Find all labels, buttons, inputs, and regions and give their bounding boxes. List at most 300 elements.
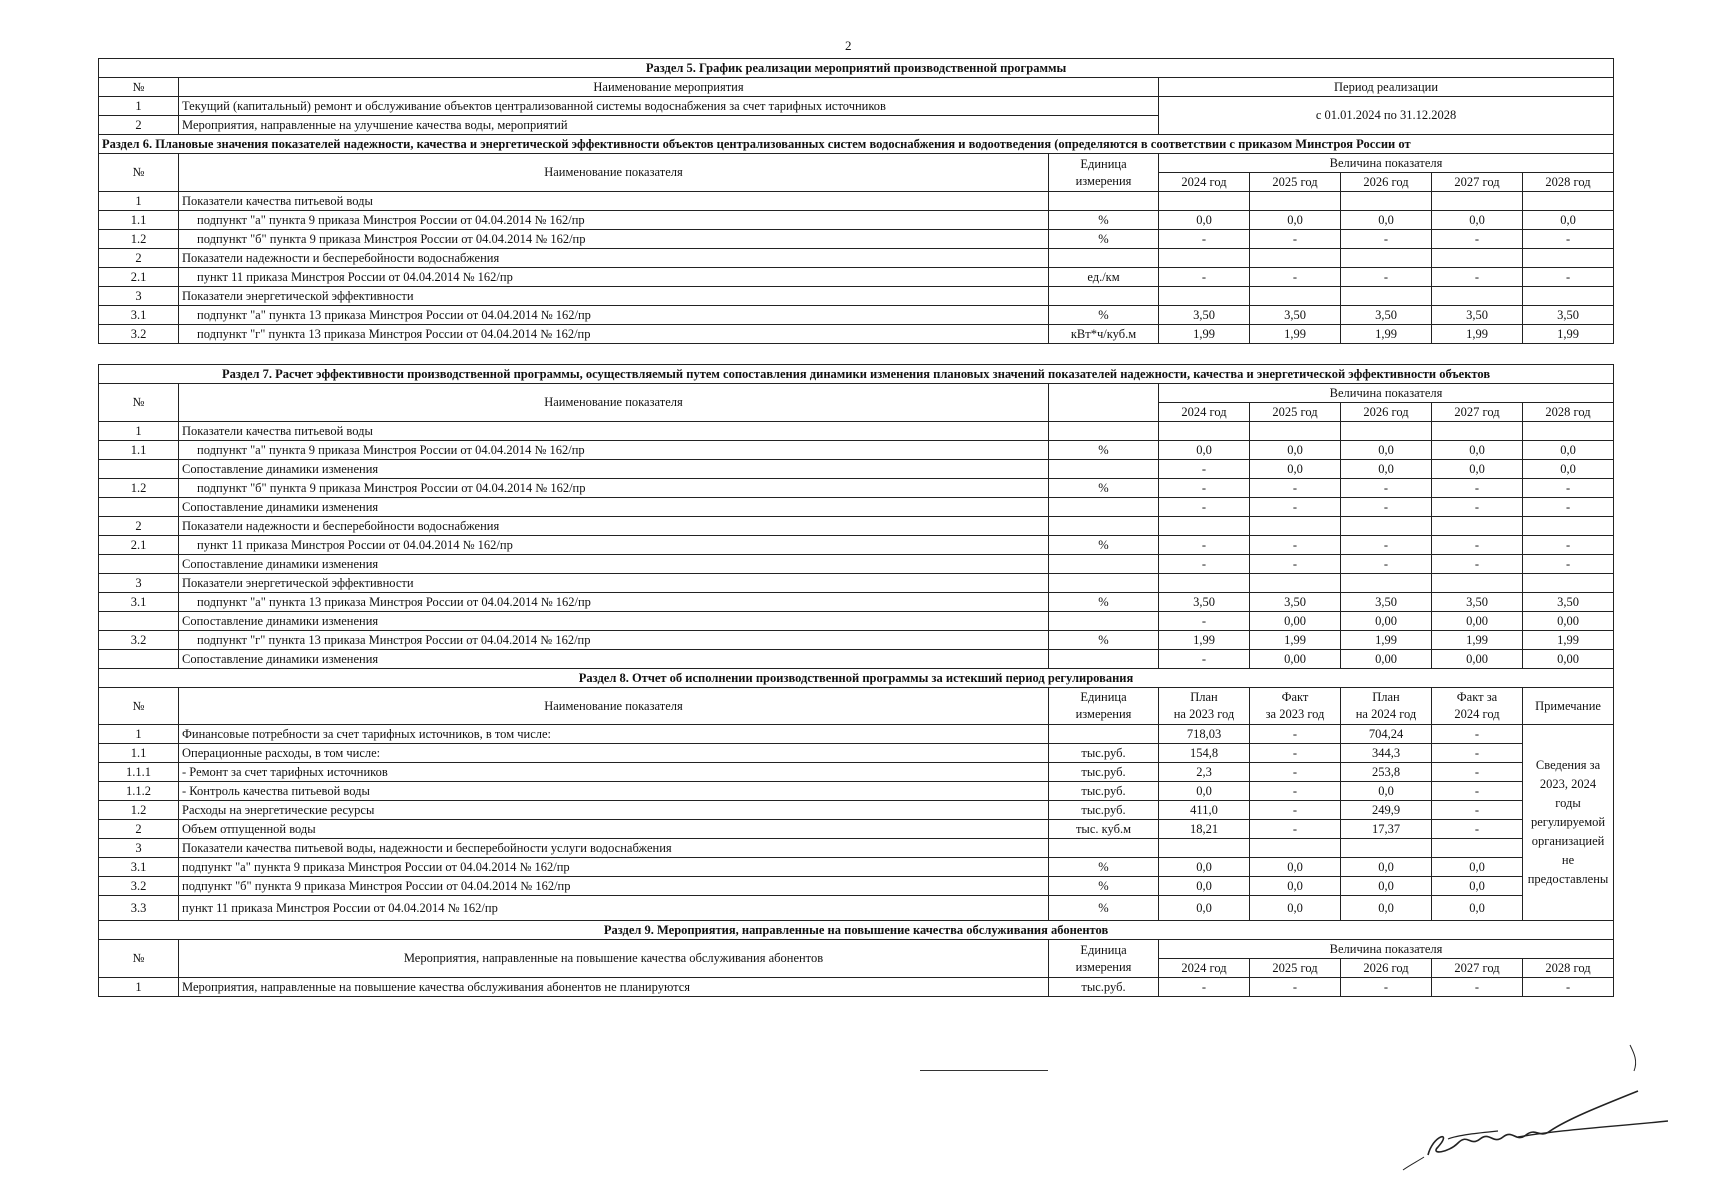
row-unit bbox=[1049, 249, 1159, 268]
row-value: - bbox=[1250, 978, 1341, 997]
row-value: - bbox=[1432, 763, 1523, 782]
row-number: 1.1.1 bbox=[99, 763, 179, 782]
row-value: - bbox=[1341, 479, 1432, 498]
row-name: Объем отпущенной воды bbox=[179, 820, 1049, 839]
row-value bbox=[1341, 287, 1432, 306]
year-header: 2025 год bbox=[1250, 959, 1341, 978]
year-header: 2025 год bbox=[1250, 403, 1341, 422]
row-unit bbox=[1049, 725, 1159, 744]
row-value: - bbox=[1523, 536, 1614, 555]
row-value: 0,0 bbox=[1159, 896, 1250, 921]
year-header: 2024 год bbox=[1159, 173, 1250, 192]
row-unit: % bbox=[1049, 441, 1159, 460]
row-value: 3,50 bbox=[1341, 593, 1432, 612]
program-table bbox=[98, 58, 1614, 997]
row-unit: % bbox=[1049, 858, 1159, 877]
table-row bbox=[99, 211, 1614, 230]
row-value: 0,0 bbox=[1523, 441, 1614, 460]
row-value: 718,03 bbox=[1159, 725, 1250, 744]
row-value: - bbox=[1250, 536, 1341, 555]
row-value: 0,0 bbox=[1341, 858, 1432, 877]
row-value: - bbox=[1432, 801, 1523, 820]
col-no-header: № bbox=[99, 384, 179, 422]
row-value: 0,0 bbox=[1159, 441, 1250, 460]
row-value bbox=[1341, 249, 1432, 268]
row-value: 1,99 bbox=[1341, 325, 1432, 344]
row-value bbox=[1432, 422, 1523, 441]
year-header: 2026 год bbox=[1341, 173, 1432, 192]
col-name-header: Наименование показателя bbox=[179, 688, 1049, 725]
row-value: 0,0 bbox=[1159, 782, 1250, 801]
row-value: 0,0 bbox=[1159, 858, 1250, 877]
row-value: 3,50 bbox=[1432, 306, 1523, 325]
section5-header-row bbox=[99, 78, 1614, 97]
table-row bbox=[99, 441, 1614, 460]
row-unit: кВт*ч/куб.м bbox=[1049, 325, 1159, 344]
row-value: - bbox=[1523, 498, 1614, 517]
row-value: - bbox=[1432, 498, 1523, 517]
row-number bbox=[99, 555, 179, 574]
note-line: предоставлены bbox=[1527, 872, 1609, 886]
table-row bbox=[99, 325, 1614, 344]
row-value: 0,0 bbox=[1250, 877, 1341, 896]
row-value: 0,0 bbox=[1159, 211, 1250, 230]
row-value: 3,50 bbox=[1250, 593, 1341, 612]
row-unit: % bbox=[1049, 306, 1159, 325]
row-value bbox=[1523, 517, 1614, 536]
row-value: - bbox=[1250, 498, 1341, 517]
year-header: 2028 год bbox=[1523, 173, 1614, 192]
table-row bbox=[99, 978, 1614, 997]
row-name: Показатели энергетической эффективности bbox=[179, 287, 1049, 306]
row-unit: % bbox=[1049, 211, 1159, 230]
row-value bbox=[1341, 517, 1432, 536]
row-number: 1 bbox=[99, 725, 179, 744]
table-row bbox=[99, 820, 1614, 839]
row-name: подпункт "а" пункта 13 приказа Минстроя России от 04.04.2014 № 162/пр bbox=[179, 593, 1049, 612]
row-value bbox=[1159, 192, 1250, 211]
table-row bbox=[99, 612, 1614, 631]
row-name: подпункт "а" пункта 13 приказа Минстроя России от 04.04.2014 № 162/пр bbox=[179, 306, 1049, 325]
row-value: 17,37 bbox=[1341, 820, 1432, 839]
row-value: - bbox=[1523, 555, 1614, 574]
row-value: 1,99 bbox=[1432, 631, 1523, 650]
row-unit bbox=[1049, 422, 1159, 441]
row-unit: % bbox=[1049, 631, 1159, 650]
table-row bbox=[99, 650, 1614, 669]
row-value: 1,99 bbox=[1250, 325, 1341, 344]
spacer-row bbox=[99, 344, 1614, 365]
header-line: измерения bbox=[1075, 707, 1132, 721]
row-number: 1.2 bbox=[99, 230, 179, 249]
row-unit: тыс. куб.м bbox=[1049, 820, 1159, 839]
row-unit: % bbox=[1049, 536, 1159, 555]
row-name: подпункт "б" пункта 9 приказа Минстроя России от 04.04.2014 № 162/пр bbox=[179, 877, 1049, 896]
row-value bbox=[1341, 839, 1432, 858]
signature-image bbox=[1398, 1035, 1668, 1175]
table-row bbox=[99, 782, 1614, 801]
row-name: подпункт "а" пункта 9 приказа Минстроя России от 04.04.2014 № 162/пр bbox=[179, 858, 1049, 877]
year-header: 2024 год bbox=[1159, 403, 1250, 422]
section8-title: Раздел 8. Отчет об исполнении производственной программы за истекший период регулирования bbox=[99, 669, 1614, 688]
document-body bbox=[98, 58, 1613, 997]
row-name: подпункт "б" пункта 9 приказа Минстроя России от 04.04.2014 № 162/пр bbox=[179, 230, 1049, 249]
row-value: - bbox=[1523, 268, 1614, 287]
row-value: - bbox=[1341, 230, 1432, 249]
row-value bbox=[1250, 517, 1341, 536]
row-unit: тыс.руб. bbox=[1049, 782, 1159, 801]
year-header: 2028 год bbox=[1523, 959, 1614, 978]
row-value: 3,50 bbox=[1341, 306, 1432, 325]
header-line: Единица bbox=[1080, 156, 1127, 171]
row-unit: % bbox=[1049, 896, 1159, 921]
row-value: - bbox=[1341, 536, 1432, 555]
row-value: 0,0 bbox=[1432, 896, 1523, 921]
col-no-header: № bbox=[99, 940, 179, 978]
row-number: 1 bbox=[99, 978, 179, 997]
table-row bbox=[99, 498, 1614, 517]
row-number bbox=[99, 612, 179, 631]
row-value: - bbox=[1432, 725, 1523, 744]
row-name: Сопоставление динамики изменения bbox=[179, 650, 1049, 669]
header-line: измерения bbox=[1075, 173, 1132, 188]
row-value bbox=[1432, 574, 1523, 593]
row-name: Показатели качества питьевой воды bbox=[179, 422, 1049, 441]
row-value: 0,00 bbox=[1250, 612, 1341, 631]
row-number: 3.2 bbox=[99, 877, 179, 896]
row-name: Сопоставление динамики изменения bbox=[179, 460, 1049, 479]
col-unit-header bbox=[1049, 940, 1159, 978]
row-name: Мероприятия, направленные на повышение качества обслуживания абонентов не планируются bbox=[179, 978, 1049, 997]
row-number: 3.2 bbox=[99, 325, 179, 344]
row-number: 1 bbox=[99, 192, 179, 211]
row-value bbox=[1250, 574, 1341, 593]
row-value: - bbox=[1341, 498, 1432, 517]
row-number: 2.1 bbox=[99, 536, 179, 555]
row-unit bbox=[1049, 287, 1159, 306]
period-header bbox=[1432, 688, 1523, 725]
header-line: измерения bbox=[1075, 959, 1132, 974]
row-unit bbox=[1049, 839, 1159, 858]
note-line: Сведения за bbox=[1535, 758, 1601, 772]
section5-title-row bbox=[99, 59, 1614, 78]
header-line: Единица bbox=[1080, 942, 1127, 957]
row-value bbox=[1432, 287, 1523, 306]
col-period-header: Период реализации bbox=[1159, 78, 1614, 97]
row-value: 0,0 bbox=[1341, 877, 1432, 896]
row-name: Показатели надежности и бесперебойности водоснабжения bbox=[179, 249, 1049, 268]
header-line: План bbox=[1190, 690, 1218, 704]
row-value: 0,00 bbox=[1432, 612, 1523, 631]
row-value: - bbox=[1159, 650, 1250, 669]
row-value: - bbox=[1250, 801, 1341, 820]
table-row bbox=[99, 858, 1614, 877]
row-value: 1,99 bbox=[1341, 631, 1432, 650]
header-line: на 2024 год bbox=[1355, 707, 1417, 721]
row-unit: % bbox=[1049, 593, 1159, 612]
row-unit bbox=[1049, 555, 1159, 574]
row-value bbox=[1523, 574, 1614, 593]
row-number: 3 bbox=[99, 574, 179, 593]
table-row bbox=[99, 877, 1614, 896]
row-value: 1,99 bbox=[1159, 325, 1250, 344]
table-row bbox=[99, 306, 1614, 325]
row-unit bbox=[1049, 192, 1159, 211]
row-value: 249,9 bbox=[1341, 801, 1432, 820]
row-value: 2,3 bbox=[1159, 763, 1250, 782]
row-value: 1,99 bbox=[1523, 631, 1614, 650]
row-name: - Контроль качества питьевой воды bbox=[179, 782, 1049, 801]
row-value bbox=[1432, 517, 1523, 536]
row-value: 0,0 bbox=[1432, 877, 1523, 896]
row-value: 1,99 bbox=[1523, 325, 1614, 344]
col-name-header: Наименование мероприятия bbox=[179, 78, 1159, 97]
row-unit bbox=[1049, 498, 1159, 517]
table-row bbox=[99, 536, 1614, 555]
row-value: 3,50 bbox=[1523, 306, 1614, 325]
col-name-header: Наименование показателя bbox=[179, 384, 1049, 422]
year-header: 2025 год bbox=[1250, 173, 1341, 192]
row-value: 704,24 bbox=[1341, 725, 1432, 744]
row-value bbox=[1341, 192, 1432, 211]
note-cell bbox=[1523, 725, 1614, 921]
row-name: Показатели энергетической эффективности bbox=[179, 574, 1049, 593]
row-value: - bbox=[1432, 268, 1523, 287]
table-row bbox=[99, 422, 1614, 441]
row-value: 0,00 bbox=[1523, 650, 1614, 669]
row-value: 0,0 bbox=[1159, 877, 1250, 896]
section9-header-row bbox=[99, 940, 1614, 959]
row-name: подпункт "б" пункта 9 приказа Минстроя России от 04.04.2014 № 162/пр bbox=[179, 479, 1049, 498]
row-unit bbox=[1049, 650, 1159, 669]
table-row bbox=[99, 631, 1614, 650]
row-number: 1.1 bbox=[99, 211, 179, 230]
row-value: 3,50 bbox=[1523, 593, 1614, 612]
table-row bbox=[99, 574, 1614, 593]
row-value: - bbox=[1432, 744, 1523, 763]
row-value bbox=[1159, 287, 1250, 306]
row-name: - Ремонт за счет тарифных источников bbox=[179, 763, 1049, 782]
table-row bbox=[99, 268, 1614, 287]
row-number: 3 bbox=[99, 287, 179, 306]
section6-title-row bbox=[99, 135, 1614, 154]
section7-title-row bbox=[99, 365, 1614, 384]
row-value: - bbox=[1250, 230, 1341, 249]
row-number: 1.2 bbox=[99, 479, 179, 498]
row-number: 2 bbox=[99, 820, 179, 839]
col-value-header: Величина показателя bbox=[1159, 384, 1614, 403]
row-value: 3,50 bbox=[1432, 593, 1523, 612]
row-value bbox=[1159, 839, 1250, 858]
col-note-header: Примечание bbox=[1523, 688, 1614, 725]
row-number: 2 bbox=[99, 249, 179, 268]
row-name: Показатели качества питьевой воды, надежности и бесперебойности услуги водоснабжения bbox=[179, 839, 1049, 858]
row-value bbox=[1523, 287, 1614, 306]
col-unit-header bbox=[1049, 384, 1159, 422]
row-unit bbox=[1049, 517, 1159, 536]
note-line: организацией bbox=[1531, 834, 1605, 848]
row-name: Сопоставление динамики изменения bbox=[179, 555, 1049, 574]
row-value: - bbox=[1432, 230, 1523, 249]
year-header: 2027 год bbox=[1432, 173, 1523, 192]
row-number: 2.1 bbox=[99, 268, 179, 287]
row-value: 0,00 bbox=[1523, 612, 1614, 631]
col-name-header: Наименование показателя bbox=[179, 154, 1049, 192]
row-value bbox=[1250, 249, 1341, 268]
row-value: 1,99 bbox=[1432, 325, 1523, 344]
col-no-header: № bbox=[99, 154, 179, 192]
row-value: 0,0 bbox=[1523, 211, 1614, 230]
row-value bbox=[1159, 574, 1250, 593]
table-row bbox=[99, 555, 1614, 574]
header-line: за 2023 год bbox=[1265, 707, 1325, 721]
row-value: 0,0 bbox=[1341, 896, 1432, 921]
section6-title: Раздел 6. Плановые значения показателей надежности, качества и энергетической эффективности объектов централизованных систем водоснабжения и водоотведения (определяются в соответствии с приказом Минстроя России от bbox=[99, 135, 1614, 154]
row-value: - bbox=[1432, 555, 1523, 574]
row-value: - bbox=[1159, 479, 1250, 498]
row-value: 1,99 bbox=[1250, 631, 1341, 650]
row-value: 0,0 bbox=[1250, 896, 1341, 921]
row-value: - bbox=[1250, 744, 1341, 763]
row-value: - bbox=[1432, 978, 1523, 997]
row-value: 0,00 bbox=[1250, 650, 1341, 669]
row-value: 0,0 bbox=[1523, 460, 1614, 479]
spacer-cell bbox=[99, 344, 1614, 365]
row-unit bbox=[1049, 612, 1159, 631]
row-value bbox=[1432, 192, 1523, 211]
row-number: 1.2 bbox=[99, 801, 179, 820]
table-row bbox=[99, 763, 1614, 782]
row-value: 0,0 bbox=[1341, 460, 1432, 479]
header-line: 2024 год bbox=[1454, 707, 1500, 721]
col-unit-header bbox=[1049, 154, 1159, 192]
row-value: 411,0 bbox=[1159, 801, 1250, 820]
section8-header-row bbox=[99, 688, 1614, 725]
row-unit bbox=[1049, 574, 1159, 593]
period-value: с 01.01.2024 по 31.12.2028 bbox=[1159, 97, 1614, 135]
header-line: Факт за bbox=[1456, 690, 1498, 704]
row-name: Операционные расходы, в том числе: bbox=[179, 744, 1049, 763]
row-number: 3.1 bbox=[99, 858, 179, 877]
row-value: 0,0 bbox=[1341, 782, 1432, 801]
row-value: 3,50 bbox=[1159, 593, 1250, 612]
row-value: - bbox=[1250, 725, 1341, 744]
row-name: пункт 11 приказа Минстроя России от 04.04.2014 № 162/пр bbox=[179, 536, 1049, 555]
row-value: 344,3 bbox=[1341, 744, 1432, 763]
header-line: на 2023 год bbox=[1173, 707, 1235, 721]
row-value: 18,21 bbox=[1159, 820, 1250, 839]
row-number: 1.1.2 bbox=[99, 782, 179, 801]
table-row bbox=[99, 249, 1614, 268]
period-header bbox=[1250, 688, 1341, 725]
row-name: Сопоставление динамики изменения bbox=[179, 612, 1049, 631]
year-header: 2028 год bbox=[1523, 403, 1614, 422]
row-value: 0,0 bbox=[1432, 858, 1523, 877]
row-value: - bbox=[1250, 782, 1341, 801]
table-row bbox=[99, 839, 1614, 858]
row-value: - bbox=[1523, 230, 1614, 249]
row-number: 3.1 bbox=[99, 593, 179, 612]
row-value: - bbox=[1159, 978, 1250, 997]
row-name: Текущий (капитальный) ремонт и обслуживание объектов централизованной системы водоснабжения за счет тарифных источников bbox=[179, 97, 1159, 116]
row-value: - bbox=[1432, 536, 1523, 555]
row-unit: % bbox=[1049, 877, 1159, 896]
row-value: - bbox=[1250, 479, 1341, 498]
table-row bbox=[99, 593, 1614, 612]
row-value bbox=[1523, 249, 1614, 268]
header-line: Единица bbox=[1080, 690, 1127, 704]
row-name: Мероприятия, направленные на улучшение качества воды, мероприятий bbox=[179, 116, 1159, 135]
row-number: 1 bbox=[99, 422, 179, 441]
col-value-header: Величина показателя bbox=[1159, 154, 1614, 173]
row-value: - bbox=[1250, 555, 1341, 574]
row-value bbox=[1250, 287, 1341, 306]
header-line: Факт bbox=[1281, 690, 1309, 704]
note-line: 2023, 2024 bbox=[1539, 777, 1597, 791]
row-value: 0,0 bbox=[1250, 211, 1341, 230]
row-value: - bbox=[1250, 820, 1341, 839]
col-value-header: Величина показателя bbox=[1159, 940, 1614, 959]
year-header: 2026 год bbox=[1341, 403, 1432, 422]
row-value: - bbox=[1159, 555, 1250, 574]
row-number: 1.1 bbox=[99, 441, 179, 460]
row-value: - bbox=[1432, 820, 1523, 839]
row-value bbox=[1341, 422, 1432, 441]
table-row bbox=[99, 230, 1614, 249]
row-number: 1.1 bbox=[99, 744, 179, 763]
row-value: - bbox=[1432, 479, 1523, 498]
row-value bbox=[1250, 192, 1341, 211]
year-header: 2024 год bbox=[1159, 959, 1250, 978]
row-value: 0,0 bbox=[1341, 441, 1432, 460]
row-value: 0,0 bbox=[1341, 211, 1432, 230]
row-name: Показатели качества питьевой воды bbox=[179, 192, 1049, 211]
row-name: Расходы на энергетические ресурсы bbox=[179, 801, 1049, 820]
row-value: - bbox=[1341, 268, 1432, 287]
row-unit: тыс.руб. bbox=[1049, 801, 1159, 820]
row-value bbox=[1523, 422, 1614, 441]
row-number: 2 bbox=[99, 116, 179, 135]
row-value: - bbox=[1159, 230, 1250, 249]
table-row bbox=[99, 801, 1614, 820]
row-name: пункт 11 приказа Минстроя России от 04.04.2014 № 162/пр bbox=[179, 268, 1049, 287]
row-number: 3.2 bbox=[99, 631, 179, 650]
row-number: 2 bbox=[99, 517, 179, 536]
row-value: 0,0 bbox=[1432, 441, 1523, 460]
section5-title: Раздел 5. График реализации мероприятий производственной программы bbox=[99, 59, 1614, 78]
table-row bbox=[99, 287, 1614, 306]
row-value: - bbox=[1159, 612, 1250, 631]
table-row bbox=[99, 517, 1614, 536]
note-line: регулируемой bbox=[1530, 815, 1606, 829]
row-name: подпункт "а" пункта 9 приказа Минстроя России от 04.04.2014 № 162/пр bbox=[179, 441, 1049, 460]
row-unit: тыс.руб. bbox=[1049, 763, 1159, 782]
row-value: - bbox=[1341, 555, 1432, 574]
row-value bbox=[1250, 422, 1341, 441]
row-value: 0,0 bbox=[1250, 441, 1341, 460]
row-name: Показатели надежности и бесперебойности водоснабжения bbox=[179, 517, 1049, 536]
row-unit: тыс.руб. bbox=[1049, 744, 1159, 763]
note-line: годы bbox=[1555, 796, 1581, 810]
row-value: - bbox=[1432, 782, 1523, 801]
section7-header-row bbox=[99, 384, 1614, 403]
row-value bbox=[1159, 517, 1250, 536]
col-name-header: Мероприятия, направленные на повышение качества обслуживания абонентов bbox=[179, 940, 1049, 978]
row-value: 0,0 bbox=[1432, 211, 1523, 230]
row-value bbox=[1432, 249, 1523, 268]
table-row bbox=[99, 744, 1614, 763]
row-value bbox=[1523, 192, 1614, 211]
